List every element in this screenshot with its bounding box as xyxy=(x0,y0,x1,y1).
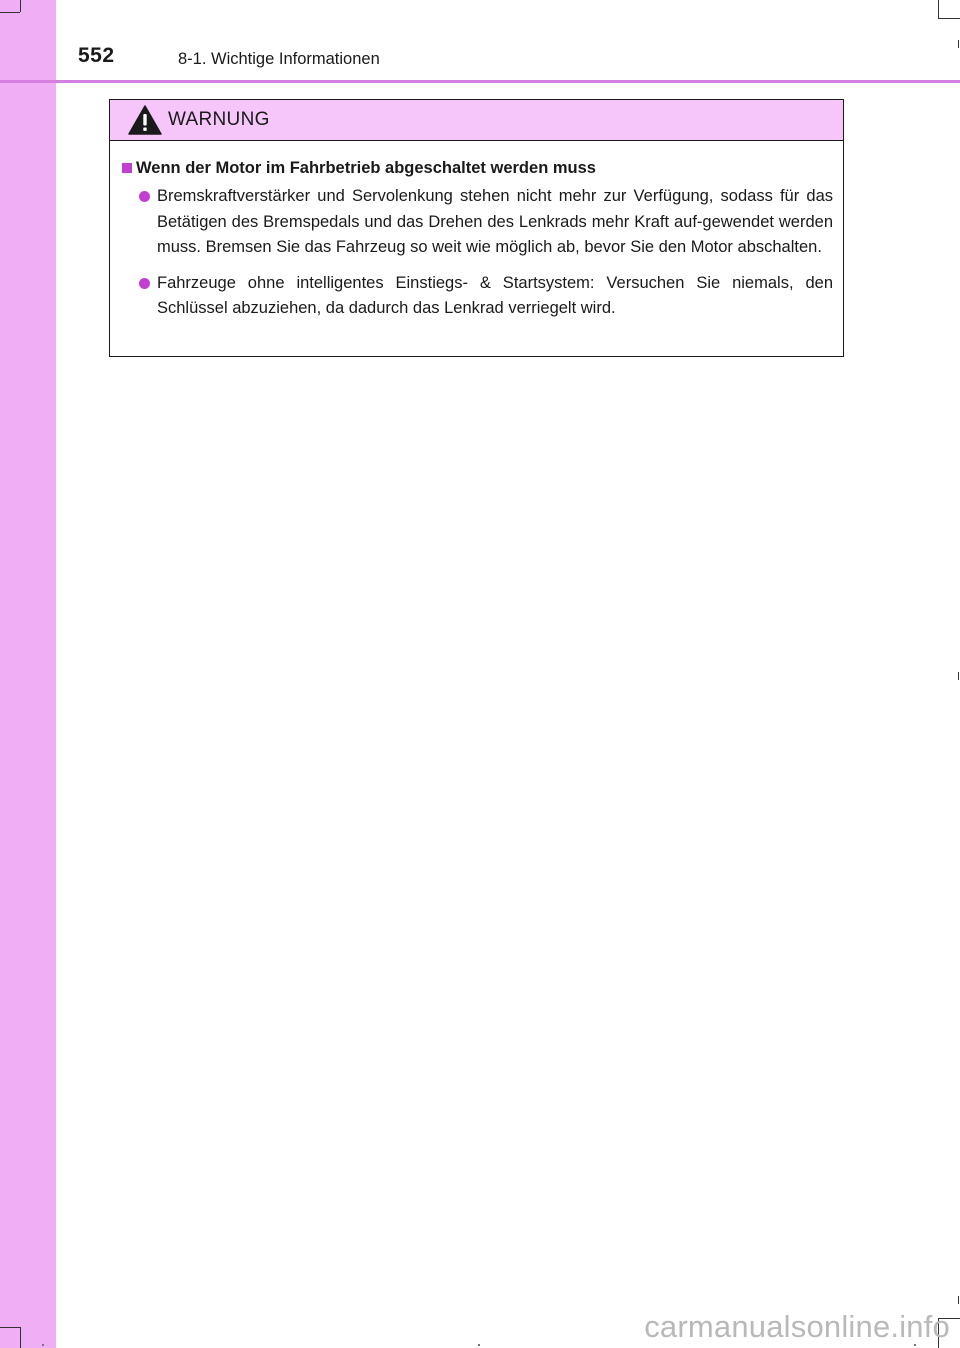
crop-mark xyxy=(938,0,939,18)
watermark: carmanualsonline.info xyxy=(644,1309,950,1344)
warning-triangle-icon xyxy=(128,105,162,135)
header-rule xyxy=(0,80,960,83)
page-number: 552 xyxy=(78,44,115,67)
crop-mark xyxy=(20,0,21,12)
crop-mark xyxy=(0,12,20,13)
section-title: 8-1. Wichtige Informationen xyxy=(178,50,380,68)
warning-topic xyxy=(122,156,833,180)
crop-mark xyxy=(958,40,959,48)
crop-mark xyxy=(938,18,960,19)
round-bullet-icon xyxy=(139,191,150,202)
crop-mark xyxy=(42,1344,44,1346)
crop-mark xyxy=(0,1327,20,1328)
warning-box xyxy=(109,99,844,357)
warning-body xyxy=(110,141,843,322)
crop-mark xyxy=(958,1296,959,1304)
list-item-text: Fahrzeuge ohne intelligentes Einstiegs- & Startsystem: Versuchen Sie niemals, den Schlüssel abzuziehen, da dadurch das Lenkrad verriegelt wird. xyxy=(157,273,833,317)
warning-topic-text: Wenn der Motor im Fahrbetrieb abgeschaltet werden muss xyxy=(136,159,596,177)
round-bullet-icon xyxy=(139,278,150,289)
crop-mark xyxy=(478,1344,480,1346)
warning-label: WARNUNG xyxy=(168,109,270,130)
crop-mark xyxy=(20,1327,21,1348)
list-item xyxy=(139,184,833,261)
crop-mark xyxy=(958,672,959,680)
page-sidebar-band xyxy=(0,0,56,1348)
list-item xyxy=(139,271,833,322)
warning-header xyxy=(110,100,843,141)
list-item-text: Bremskraftverstärker und Servolenkung stehen nicht mehr zur Verfügung, sodass für das Betätigen des Bremspedals und das Drehen des Lenkrads mehr Kraft auf-gewendet werden muss. Bremsen Sie das Fahrzeug so weit wie möglich ab, bevor Sie den Motor abschalten. xyxy=(157,187,833,256)
square-bullet-icon xyxy=(122,163,132,173)
